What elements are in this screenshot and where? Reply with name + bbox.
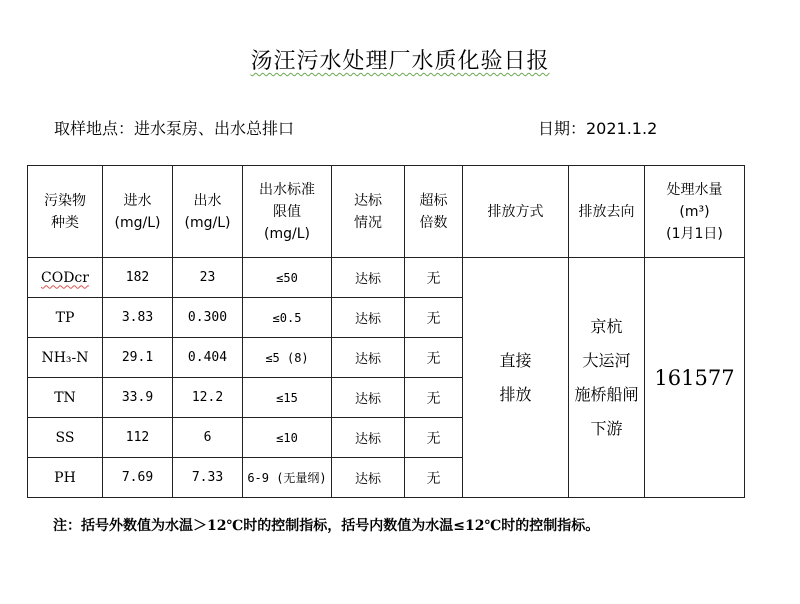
cell-compliance: 达标 <box>332 418 405 458</box>
table-header-row <box>28 166 745 258</box>
header-outflow: 出水 (mg/L) <box>173 166 243 258</box>
cell-inflow: 7.69 <box>103 458 173 498</box>
cell-discharge-method: 直接 排放 <box>463 258 569 498</box>
cell-excess: 无 <box>405 258 463 298</box>
cell-pollutant: TP <box>28 298 103 338</box>
sampling-location: 取样地点：进水泵房、出水总排口 <box>54 119 295 138</box>
cell-inflow: 33.9 <box>103 378 173 418</box>
header-limit: 出水标准 限值 (mg/L) <box>243 166 332 258</box>
header-discharge-destination: 排放去向 <box>569 166 645 258</box>
cell-pollutant: CODcr <box>28 258 103 298</box>
header-volume: 处理水量 (m³) (1月1日) <box>645 166 745 258</box>
cell-outflow: 0.300 <box>173 298 243 338</box>
cell-pollutant: PH <box>28 458 103 498</box>
header-pollutant: 污染物 种类 <box>28 166 103 258</box>
cell-discharge-destination: 京杭 大运河 施桥船闸 下游 <box>569 258 645 498</box>
cell-compliance: 达标 <box>332 338 405 378</box>
report-title: 汤汪污水处理厂水质化验日报 <box>250 49 550 74</box>
cell-limit: ≤50 <box>243 258 332 298</box>
cell-compliance: 达标 <box>332 258 405 298</box>
report-date: 日期：2021.1.2 <box>538 119 658 138</box>
cell-inflow: 29.1 <box>103 338 173 378</box>
header-inflow: 进水 (mg/L) <box>103 166 173 258</box>
cell-excess: 无 <box>405 458 463 498</box>
cell-pollutant: TN <box>28 378 103 418</box>
cell-compliance: 达标 <box>332 378 405 418</box>
table-row <box>28 258 745 298</box>
cell-outflow: 12.2 <box>173 378 243 418</box>
cell-limit: ≤10 <box>243 418 332 458</box>
cell-inflow: 182 <box>103 258 173 298</box>
cell-excess: 无 <box>405 338 463 378</box>
water-quality-table <box>27 165 745 498</box>
cell-inflow: 3.83 <box>103 298 173 338</box>
cell-pollutant: SS <box>28 418 103 458</box>
cell-excess: 无 <box>405 298 463 338</box>
cell-treated-volume: 161577 <box>645 258 745 498</box>
cell-pollutant: NH₃-N <box>28 338 103 378</box>
cell-limit: 6-9 (无量纲) <box>243 458 332 498</box>
cell-outflow: 6 <box>173 418 243 458</box>
footnote: 注：括号外数值为水温＞12℃时的控制指标，括号内数值为水温≤12℃时的控制指标。 <box>53 518 600 534</box>
header-excess: 超标 倍数 <box>405 166 463 258</box>
cell-excess: 无 <box>405 418 463 458</box>
header-compliance: 达标 情况 <box>332 166 405 258</box>
cell-inflow: 112 <box>103 418 173 458</box>
cell-outflow: 0.404 <box>173 338 243 378</box>
cell-compliance: 达标 <box>332 298 405 338</box>
cell-compliance: 达标 <box>332 458 405 498</box>
cell-outflow: 23 <box>173 258 243 298</box>
cell-excess: 无 <box>405 378 463 418</box>
cell-limit: ≤15 <box>243 378 332 418</box>
cell-outflow: 7.33 <box>173 458 243 498</box>
cell-limit: ≤5 (8) <box>243 338 332 378</box>
header-discharge-method: 排放方式 <box>463 166 569 258</box>
cell-limit: ≤0.5 <box>243 298 332 338</box>
